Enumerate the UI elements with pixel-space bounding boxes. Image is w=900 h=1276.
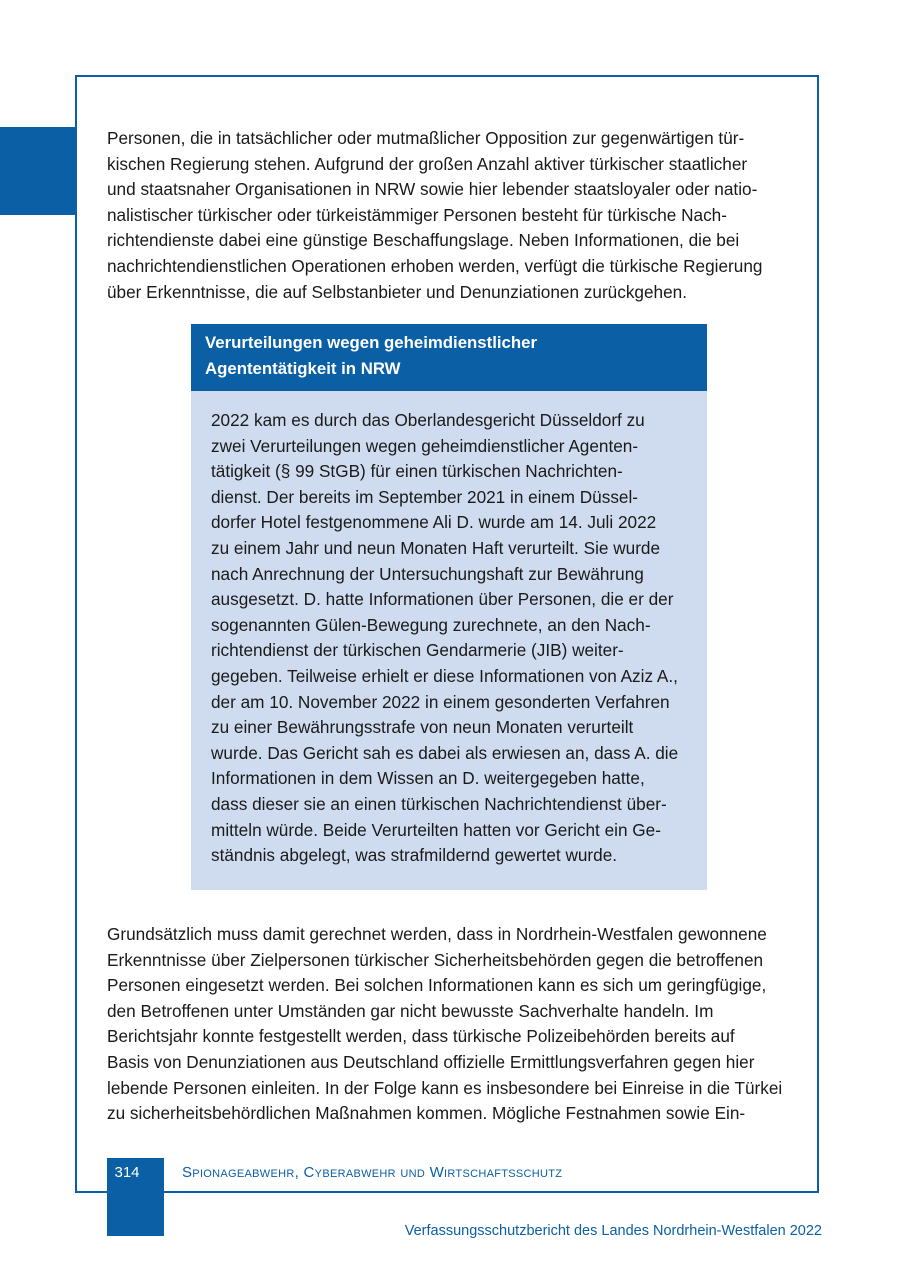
text-line: nach Anrechnung der Untersuchungshaft zur Bewährung	[211, 563, 644, 584]
text-line: sogenannten Gülen-Bewegung zurechnete, an den Nach-	[211, 614, 651, 635]
text-line: 2022 kam es durch das Oberlandesgericht Düsseldorf zu	[211, 410, 645, 430]
text-line: Erkenntnisse über Zielpersonen türkischer Sicherheitsbehörden gegen die betroffenen	[107, 949, 764, 970]
top-paragraph	[107, 126, 797, 305]
text-line: zwei Verurteilungen wegen geheimdienstlicher Agenten-	[211, 435, 639, 456]
text-line: nachrichtendienstlichen Operationen erhoben werden, verfügt die türkische Regierung	[107, 255, 763, 276]
info-box-title-line: Verurteilungen wegen geheimdienstlicher	[205, 333, 537, 352]
text-line: ausgesetzt. D. hatte Informationen über Personen, die er der	[211, 589, 674, 610]
info-box-title-line: Agententätigkeit in NRW	[205, 358, 401, 378]
report-title: Verfassungsschutzbericht des Landes Nordrhein-Westfalen 2022	[404, 1223, 822, 1239]
text-line: nalistischer türkischer oder türkeistämmiger Personen besteht für türkische Nach-	[107, 204, 727, 225]
bottom-paragraph	[107, 922, 797, 1127]
text-line: tätigkeit (§ 99 StGB) für einen türkischen Nachrichten-	[211, 461, 623, 482]
text-line: ständnis abgelegt, was strafmildernd gewertet wurde.	[211, 845, 618, 866]
text-line: dass dieser sie an einen türkischen Nachrichtendienst über-	[211, 793, 667, 814]
info-box-title	[191, 324, 707, 391]
text-line: wurde. Das Gericht sah es dabei als erwiesen an, dass A. die	[211, 742, 679, 763]
text-line: dienst. Der bereits im September 2021 in einem Düssel-	[211, 486, 639, 507]
info-box-body	[191, 391, 707, 869]
text-line: zu sicherheitsbehördlichen Maßnahmen kommen. Mögliche Festnahmen sowie Ein-	[107, 1103, 746, 1124]
info-box	[191, 324, 707, 890]
text-line: Berichtsjahr konnte festgestellt werden, dass türkische Polizeibehörden bereits auf	[107, 1026, 735, 1047]
text-line: Personen eingesetzt werden. Bei solchen Informationen kann es sich um geringfügige,	[107, 975, 767, 996]
text-line: zu einem Jahr und neun Monaten Haft verurteilt. Sie wurde	[211, 537, 661, 558]
text-line: Personen, die in tatsächlicher oder mutmaßlicher Opposition zur gegenwärtigen tür-	[107, 128, 745, 148]
text-line: mitteln würde. Beide Verurteilten hatten vor Gericht ein Ge-	[211, 819, 661, 840]
text-line: Informationen in dem Wissen an D. weitergegeben hatte,	[211, 768, 645, 789]
text-line: und staatsnaher Organisationen in NRW sowie hier lebender staatsloyaler oder natio-	[107, 179, 758, 200]
text-line: der am 10. November 2022 in einem gesonderten Verfahren	[211, 691, 670, 712]
text-line: richtendienst der türkischen Gendarmerie (JIB) weiter-	[211, 640, 624, 661]
text-line: Grundsätzlich muss damit gerechnet werden, dass in Nordrhein-Westfalen gewonnene	[107, 924, 767, 944]
text-line: richtendienste dabei eine günstige Beschaffungslage. Neben Informationen, die bei	[107, 230, 740, 251]
text-line: dorfer Hotel festgenommene Ali D. wurde am 14. Juli 2022	[211, 512, 657, 533]
text-line: den Betroffenen unter Umständen gar nicht bewusste Sachverhalte handeln. Im	[107, 1000, 714, 1021]
text-line: Basis von Denunziationen aus Deutschland offizielle Ermittlungsverfahren gegen hier	[107, 1051, 755, 1072]
text-line: zu einer Bewährungsstrafe von neun Monaten verurteilt	[211, 717, 634, 738]
text-line: über Erkenntnisse, die auf Selbstanbieter und Denunziationen zurückgehen.	[107, 281, 687, 302]
chapter-title: Spionageabwehr, Cyberabwehr und Wirtschaftsschutz	[182, 1164, 563, 1181]
side-marker-tab	[0, 127, 76, 215]
text-line: gegeben. Teilweise erhielt er diese Informationen von Aziz A.,	[211, 665, 678, 686]
text-line: kischen Regierung stehen. Aufgrund der großen Anzahl aktiver türkischer staatlicher	[107, 153, 748, 174]
text-line: lebende Personen einleiten. In der Folge kann es insbesondere bei Einreise in die Türkei	[107, 1077, 783, 1098]
page-number: 314	[114, 1164, 140, 1181]
